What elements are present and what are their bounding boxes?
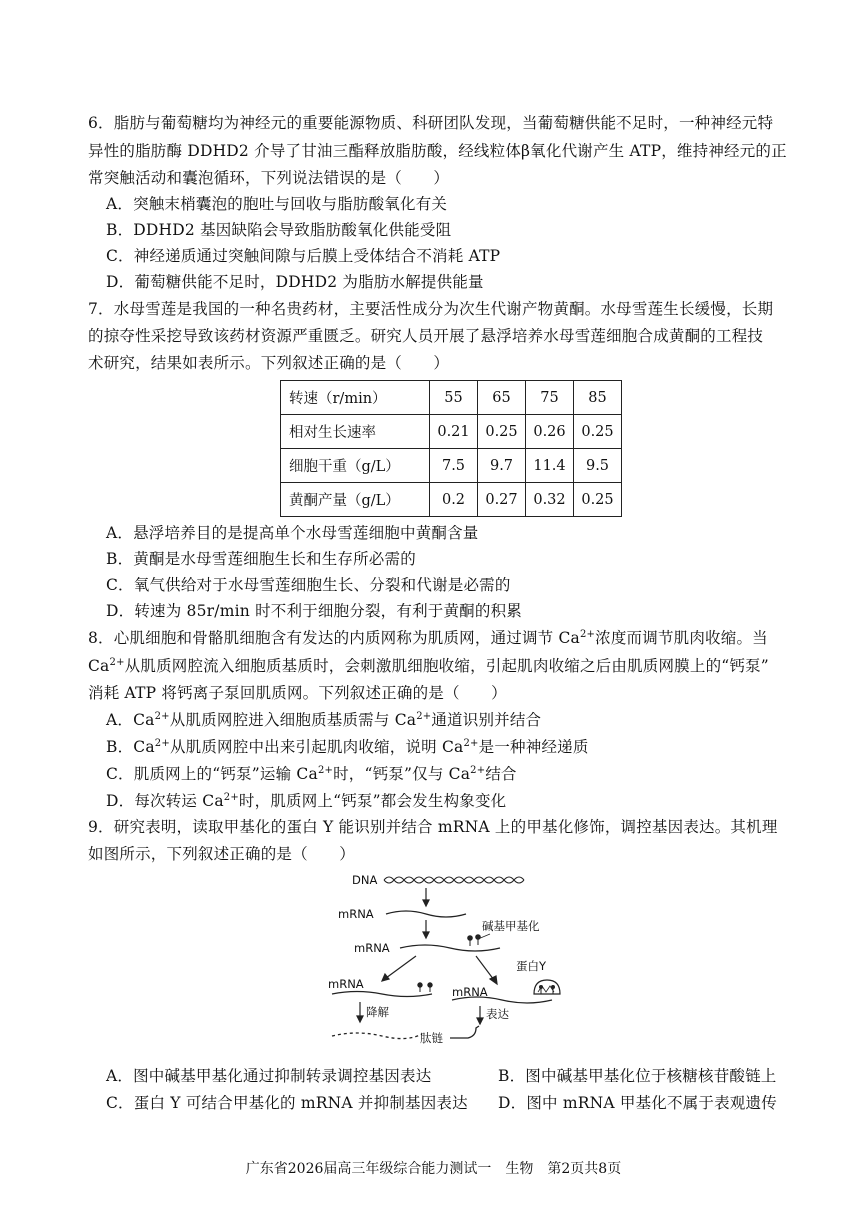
q9-stem-line-2: 如图所示，下列叙述正确的是（ ） [88,845,355,863]
q7-option-a: A．悬浮培养目的是提高单个水母雪莲细胞中黄酮含量 [106,524,479,542]
mrna-label: mRNA [354,941,390,955]
text-span: A．Ca [106,711,155,729]
superscript: 2+ [416,711,432,722]
superscript: 2+ [223,792,239,803]
q9-option-c: C．蛋白 Y 可结合甲基化的 mRNA 并抑制基因表达 [106,1094,468,1112]
q8-option-b [106,737,589,757]
peptide-label: 肽链 [420,1031,443,1045]
superscript: 2+ [154,738,170,749]
text-span: 浓度而调节肌肉收缩。当 [595,629,768,647]
q7-option-c: C．氧气供给对于水母雪莲细胞生长、分裂和代谢是必需的 [106,576,511,594]
q9-option-b: B．图中碱基甲基化位于核糖核苷酸链上 [498,1067,777,1085]
table-row [281,483,622,517]
table-row-label: 细胞干重（g/L） [281,449,430,483]
table-cell: 0.25 [574,415,622,449]
mrna-strand [452,997,552,1003]
express-label: 表达 [486,1007,509,1021]
text-span: 从肌质网腔中出来引起肌肉收缩，说明 Ca [169,738,464,756]
text-span: 结合 [485,765,517,783]
mrna-label: mRNA [338,907,374,921]
q6-option-b: B．DDHD2 基因缺陷会导致脂肪酸氧化供能受阻 [106,221,452,239]
mrna-strand [400,945,500,951]
q8-stem-line-1 [88,628,768,648]
table-row-label: 转速（r/min） [281,381,430,415]
text-span: 8．心肌细胞和骨骼肌细胞含有发达的内质网称为肌质网，通过调节 Ca [88,629,580,647]
table-cell: 0.2 [430,483,478,517]
q6-stem-line-3: 常突触活动和囊泡循环，下列说法错误的是（ ） [88,169,450,187]
table-cell: 75 [526,381,574,415]
mrna-label: mRNA [452,985,488,999]
q9-option-d: D．图中 mRNA 甲基化不属于表观遗传 [498,1094,777,1112]
q8-stem-line-2 [88,656,769,676]
q7-data-table [280,380,622,517]
mrna-label: mRNA [328,977,364,991]
text-span: B．Ca [106,738,155,756]
degrade-label: 降解 [366,1005,389,1019]
superscript: 2+ [580,629,596,640]
superscript: 2+ [470,765,486,776]
base-methylation-label: 碱基甲基化 [482,919,540,933]
degrade-arrow [357,1002,363,1022]
table-row [281,449,622,483]
q7-option-b: B．黄酮是水母雪莲细胞生长和生存所必需的 [106,550,416,568]
q8-option-a [106,710,541,730]
table-cell: 85 [574,381,622,415]
q9-stem-line-1: 9．研究表明，读取甲基化的蛋白 Y 能识别并结合 mRNA 上的甲基化修饰，调控基因表达。其机理 [88,818,778,836]
table-cell: 0.25 [574,483,622,517]
text-span: 通道识别并结合 [431,711,542,729]
table-row-label: 黄酮产量（g/L） [281,483,430,517]
q6-stem-line-2: 异性的脂肪酶 DDHD2 介导了甘油三酯释放脂肪酸，经线粒体β氧化代谢产生 ATP，维持神经元的正 [88,142,787,160]
branch-arrows [382,956,497,984]
methyl-mark [468,935,481,946]
text-span: 时，“钙泵”仅与 Ca [333,765,471,783]
table-cell: 0.26 [526,415,574,449]
q6-option-d: D．葡萄糖供能不足时，DDHD2 为脂肪水解提供能量 [106,273,484,291]
table-cell: 9.5 [574,449,622,483]
text-span: Ca [88,657,110,675]
dna-label: DNA [352,873,378,887]
table-cell: 65 [478,381,526,415]
transcription-arrow [423,888,429,906]
protein-y-label: 蛋白Y [516,959,547,973]
page-footer: 广东省2026届高三年级综合能力测试一 生物 第2页共8页 [245,1161,622,1177]
table-cell: 0.25 [478,415,526,449]
q9-option-a: A．图中碱基甲基化通过抑制转录调控基因表达 [106,1067,432,1085]
superscript: 2+ [463,738,479,749]
q7-stem-line-2: 的掠夺性采挖导致该药材资源严重匮乏。研究人员开展了悬浮培养水母雪莲细胞合成黄酮的工程技 [88,327,764,345]
q7-stem-line-1: 7．水母雪莲是我国的一种名贵药材，主要活性成分为次生代谢产物黄酮。水母雪莲生长缓慢，长期 [88,300,774,318]
superscript: 2+ [317,765,334,776]
methylation-mechanism-figure [320,866,570,1046]
q8-option-c [106,764,517,784]
text-span: 从肌质网腔进入细胞质基质需与 Ca [169,711,417,729]
table-row-label: 相对生长速率 [281,415,430,449]
q8-option-d [106,791,506,811]
superscript: 2+ [109,657,125,668]
q7-stem-line-3: 术研究，结果如表所示。下列叙述正确的是（ ） [88,354,450,372]
q8-stem-line-3: 消耗 ATP 将钙离子泵回肌质网。下列叙述正确的是（ ） [88,684,507,702]
express-arrow [477,1006,483,1024]
table-cell: 7.5 [430,449,478,483]
mrna-strand [386,911,466,917]
degraded-mrna [332,1033,422,1039]
text-span: 是一种神经递质 [478,738,589,756]
table-cell: 11.4 [526,449,574,483]
methylation-arrow [423,920,429,938]
table-row [281,381,622,415]
text-span: C．肌质网上的“钙泵”运输 Ca [106,765,318,783]
table-cell: 0.32 [526,483,574,517]
q6-option-c: C．神经递质通过突触间隙与后膜上受体结合不消耗 ATP [106,247,501,265]
text-span: D．每次转运 Ca [106,792,224,810]
protein-y-shape [534,980,560,994]
text-span: 时，肌质网上“钙泵”都会发生构象变化 [238,792,507,810]
q7-option-d: D．转速为 85r/min 时不利于细胞分裂，有利于黄酮的积累 [106,602,522,620]
dna-helix [384,877,524,883]
table-cell: 9.7 [478,449,526,483]
mrna-strand [332,992,432,997]
text-span: 从肌质网腔流入细胞质基质时，会刺激肌细胞收缩，引起肌肉收缩之后由肌质网膜上的“钙泵” [124,657,769,675]
table-row [281,415,622,449]
methyl-mark [418,983,432,992]
table-cell: 55 [430,381,478,415]
table-cell: 0.27 [478,483,526,517]
table-cell: 0.21 [430,415,478,449]
superscript: 2+ [154,711,170,722]
peptide-chain [450,1026,479,1038]
q6-option-a: A．突触末梢囊泡的胞吐与回收与脂肪酸氧化有关 [106,195,448,213]
q6-stem-line-1: 6．脂肪与葡萄糖均为神经元的重要能源物质、科研团队发现，当葡萄糖供能不足时，一种神经元特 [88,114,774,132]
